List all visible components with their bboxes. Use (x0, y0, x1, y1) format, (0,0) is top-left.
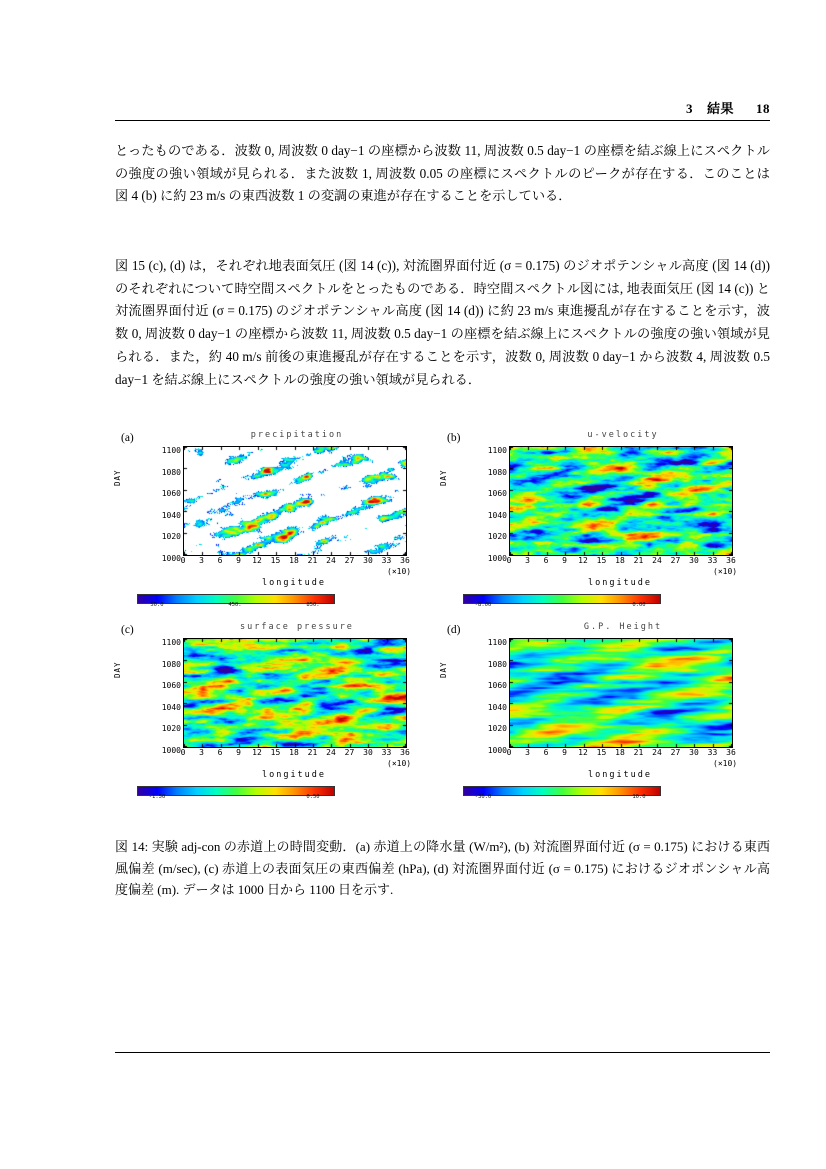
panel-a-ylabel: DAY (113, 469, 122, 486)
panel-d-xtick: 12 (578, 748, 588, 757)
panel-d-cbar-tick: -30.0 (474, 794, 492, 800)
panel-a-xtick: 9 (236, 556, 241, 565)
panel-d-cbar-tick: 10.0 (632, 794, 646, 800)
panel-a-xtick: 30 (363, 556, 373, 565)
panel-a-xtick: 12 (252, 556, 262, 565)
panel-b-ytick: 1080 (487, 467, 507, 477)
panel-c-cbar-tick: 0.50 (306, 794, 320, 800)
panel-b-xtick: 18 (615, 556, 625, 565)
panel-b-xtick: 33 (707, 556, 718, 565)
panel-d-xtick: 18 (615, 748, 625, 757)
panel-d-x-exponent: (×10) (713, 759, 738, 768)
figure-14 (115, 428, 770, 798)
panel-a-canvas (184, 447, 406, 555)
panel-a-letter: (a) (121, 432, 134, 444)
panel-b-ytick: 1100 (487, 446, 507, 455)
panel-c-xtick: 12 (252, 748, 262, 757)
panel-d-title: G.P. Height (583, 622, 663, 632)
panel-a-colorbar (137, 594, 357, 610)
panel-c-letter: (c) (121, 624, 134, 636)
panel-a-xtick: 21 (307, 556, 318, 565)
body-paragraph-1: とったものである．波数 0, 周波数 0 day−1 の座標から波数 11, 周波数 0.5 day−1 の座標を結ぶ線上にスペクトルの強度の強い領域が見られる．また波数 1, 周波数 0.05 の座標にスペクトルのピークが存在する．このことは 図 4 (b) に約 23 m/s の東西波数 1 の変調の東進が存在することを示している． (115, 143, 770, 204)
panel-a-ytick: 1000 (161, 554, 181, 563)
panel-b-xtick: 36 (726, 556, 736, 565)
panel-b-plot (509, 446, 733, 556)
panel-c-cbar-tick: -1.50 (148, 794, 166, 800)
panel-b-ytick: 1020 (487, 532, 507, 542)
panel-a-title: precipitation (250, 430, 344, 440)
figure-panel-b (439, 428, 755, 608)
body-paragraph-2: 図 15 (c), (d) は，それぞれ地表面気圧 (図 14 (c)), 対流圏界面付近 (σ = 0.175) のジオポテンシャル高度 (図 14 (d)) のそれぞれについて時空間スペクトルをとったものである．時空間スペクトル図には, 地表面気圧 (図 14 (c)) と対流圏界面付近 (σ = 0.175) のジオポテンシャル高度 (図 14 (d)) に約 23 m/s 東進擾乱が存在することを示す，波数 0, 周波数 0 day−1 の座標から波数 11, 周波数 0.5 day−1 の座標を結ぶ線上にスペクトルの強度の強い領域が見られる．また，約 40 m/s 前後の東進擾乱が存在することを示す，波数 0, 周波数 0 day−1 から波数 4, 周波数 0.5 day−1 を結ぶ線上にスペクトルの強度の強い領域が見られる． (115, 258, 770, 387)
panel-b-xlabel: longitude (587, 578, 653, 588)
panel-d-plot (509, 638, 733, 748)
figure-panel-d (439, 620, 755, 800)
panel-a-ytick: 1080 (161, 467, 181, 477)
panel-c-xtick: 9 (236, 748, 241, 757)
panel-d-ylabel: DAY (439, 661, 448, 678)
panel-b-colorbar-ticks (463, 602, 683, 612)
figure-panel-c (113, 620, 429, 800)
panel-c-xtick: 3 (199, 748, 204, 757)
panel-c-xtick: 0 (180, 748, 186, 757)
panel-d-xticklabels (506, 748, 736, 760)
panel-b-x-exponent: (×10) (713, 567, 738, 576)
panel-b-letter: (b) (447, 432, 461, 444)
panel-c-xtick: 24 (326, 748, 336, 757)
panel-c-xtick: 36 (400, 748, 410, 757)
panel-c-xtick: 21 (307, 748, 318, 757)
panel-a-ytick: 1020 (161, 532, 181, 542)
panel-b-xtick: 15 (596, 556, 607, 565)
panel-a-xtick: 15 (270, 556, 281, 565)
panel-a-xticklabels (180, 556, 410, 568)
panel-a-xtick: 6 (217, 556, 223, 565)
panel-b-xtick: 9 (562, 556, 567, 565)
figure-panel-a (113, 428, 429, 608)
panel-c-xtick: 15 (270, 748, 281, 757)
panel-d-canvas (510, 639, 732, 747)
panel-a-yticklabels (147, 440, 181, 563)
panel-c-canvas (184, 639, 406, 747)
panel-d-xtick: 6 (543, 748, 549, 757)
panel-c-ytick: 1040 (161, 702, 181, 712)
panel-b-xtick: 3 (525, 556, 530, 565)
panel-b-cbar-tick: 0.00 (632, 602, 646, 608)
panel-d-xtick: 3 (525, 748, 530, 757)
panel-d-xtick: 33 (707, 748, 718, 757)
panel-c-colorbar-ticks (137, 794, 357, 804)
panel-a-xtick: 24 (326, 556, 336, 565)
panel-d-ytick: 1040 (487, 702, 507, 712)
panel-a-xtick: 3 (199, 556, 204, 565)
panel-c-xtick: 27 (344, 748, 355, 757)
panel-a-x-exponent: (×10) (387, 567, 412, 576)
panel-b-ytick: 1000 (487, 554, 507, 563)
panel-b-xtick: 12 (578, 556, 588, 565)
panel-d-xtick: 27 (670, 748, 681, 757)
panel-a-xtick: 0 (180, 556, 186, 565)
panel-d-xtick: 24 (652, 748, 662, 757)
panel-c-ytick: 1060 (161, 681, 181, 691)
panel-c-xtick: 18 (289, 748, 299, 757)
panel-c-ytick: 1080 (161, 659, 181, 669)
panel-d-letter: (d) (447, 624, 461, 636)
panel-a-cbar-tick: 850. (306, 602, 320, 608)
panel-c-xtick: 30 (363, 748, 373, 757)
panel-b-ytick: 1040 (487, 510, 507, 520)
panel-c-ylabel: DAY (113, 661, 122, 678)
panel-b-xtick: 0 (506, 556, 512, 565)
panel-d-colorbar (463, 786, 683, 802)
panel-a-xtick: 33 (381, 556, 392, 565)
panel-d-ytick: 1080 (487, 659, 507, 669)
panel-b-xtick: 21 (633, 556, 644, 565)
panel-b-colorbar (463, 594, 683, 610)
panel-c-ytick: 1000 (161, 746, 181, 755)
panel-c-ytick: 1020 (161, 724, 181, 734)
panel-b-xticklabels (506, 556, 736, 568)
panel-b-xtick: 27 (670, 556, 681, 565)
panel-a-cbar-tick: 50.0 (150, 602, 164, 608)
panel-d-xtick: 21 (633, 748, 644, 757)
panel-c-colorbar (137, 786, 357, 802)
panel-d-ytick: 1020 (487, 724, 507, 734)
panel-b-xtick: 24 (652, 556, 662, 565)
page-header (115, 98, 770, 117)
panel-a-plot (183, 446, 407, 556)
panel-c-title: surface pressure (240, 622, 354, 632)
panel-d-ytick: 1000 (487, 746, 507, 755)
panel-b-yticklabels (473, 440, 507, 563)
header-page-number: 18 (756, 101, 770, 116)
header-divider (115, 120, 770, 121)
panel-a-ytick: 1060 (161, 489, 181, 499)
panel-b-canvas (510, 447, 732, 555)
panel-a-xlabel: longitude (261, 578, 327, 588)
footer-divider (115, 1052, 770, 1053)
panel-d-ytick: 1100 (487, 638, 507, 647)
panel-c-xlabel: longitude (261, 770, 327, 780)
panel-d-colorbar-ticks (463, 794, 683, 804)
header-section-title: 結果 (706, 101, 734, 116)
panel-d-xtick: 9 (562, 748, 567, 757)
panel-a-xtick: 27 (344, 556, 355, 565)
panel-b-xtick: 30 (689, 556, 699, 565)
panel-d-xlabel: longitude (587, 770, 653, 780)
panel-d-xtick: 30 (689, 748, 699, 757)
panel-b-cbar-tick: -8.00 (474, 602, 492, 608)
panel-c-yticklabels (147, 632, 181, 755)
panel-a-xtick: 36 (400, 556, 410, 565)
panel-a-ytick: 1040 (161, 510, 181, 520)
figure-caption: 図 14: 実験 adj-con の赤道上の時間変動．(a) 赤道上の降水量 (W/m²), (b) 対流圏界面付近 (σ = 0.175) における東西風偏差 (m/sec), (c) 赤道上の表面気圧の東西偏差 (hPa), (d) 対流圏界面付近 (σ = 0.175) におけるジオポンシャル高度偏差 (m). データは 1000 日から 1100 日を示す. (115, 839, 770, 898)
header-section-number: 3 (685, 101, 693, 116)
panel-c-ytick: 1100 (161, 638, 181, 647)
panel-d-ytick: 1060 (487, 681, 507, 691)
panel-a-colorbar-ticks (137, 602, 357, 612)
panel-c-xtick: 33 (381, 748, 392, 757)
panel-a-cbar-tick: 450. (228, 602, 242, 608)
panel-c-plot (183, 638, 407, 748)
panel-b-ylabel: DAY (439, 469, 448, 486)
panel-a-xtick: 18 (289, 556, 299, 565)
panel-c-x-exponent: (×10) (387, 759, 412, 768)
panel-d-xtick: 15 (596, 748, 607, 757)
panel-b-xtick: 6 (543, 556, 549, 565)
panel-d-yticklabels (473, 632, 507, 755)
panel-b-title: u-velocity (587, 430, 659, 440)
panel-d-xtick: 0 (506, 748, 512, 757)
panel-c-xticklabels (180, 748, 410, 760)
panel-a-ytick: 1100 (161, 446, 181, 455)
panel-d-xtick: 36 (726, 748, 736, 757)
panel-c-xtick: 6 (217, 748, 223, 757)
panel-b-ytick: 1060 (487, 489, 507, 499)
